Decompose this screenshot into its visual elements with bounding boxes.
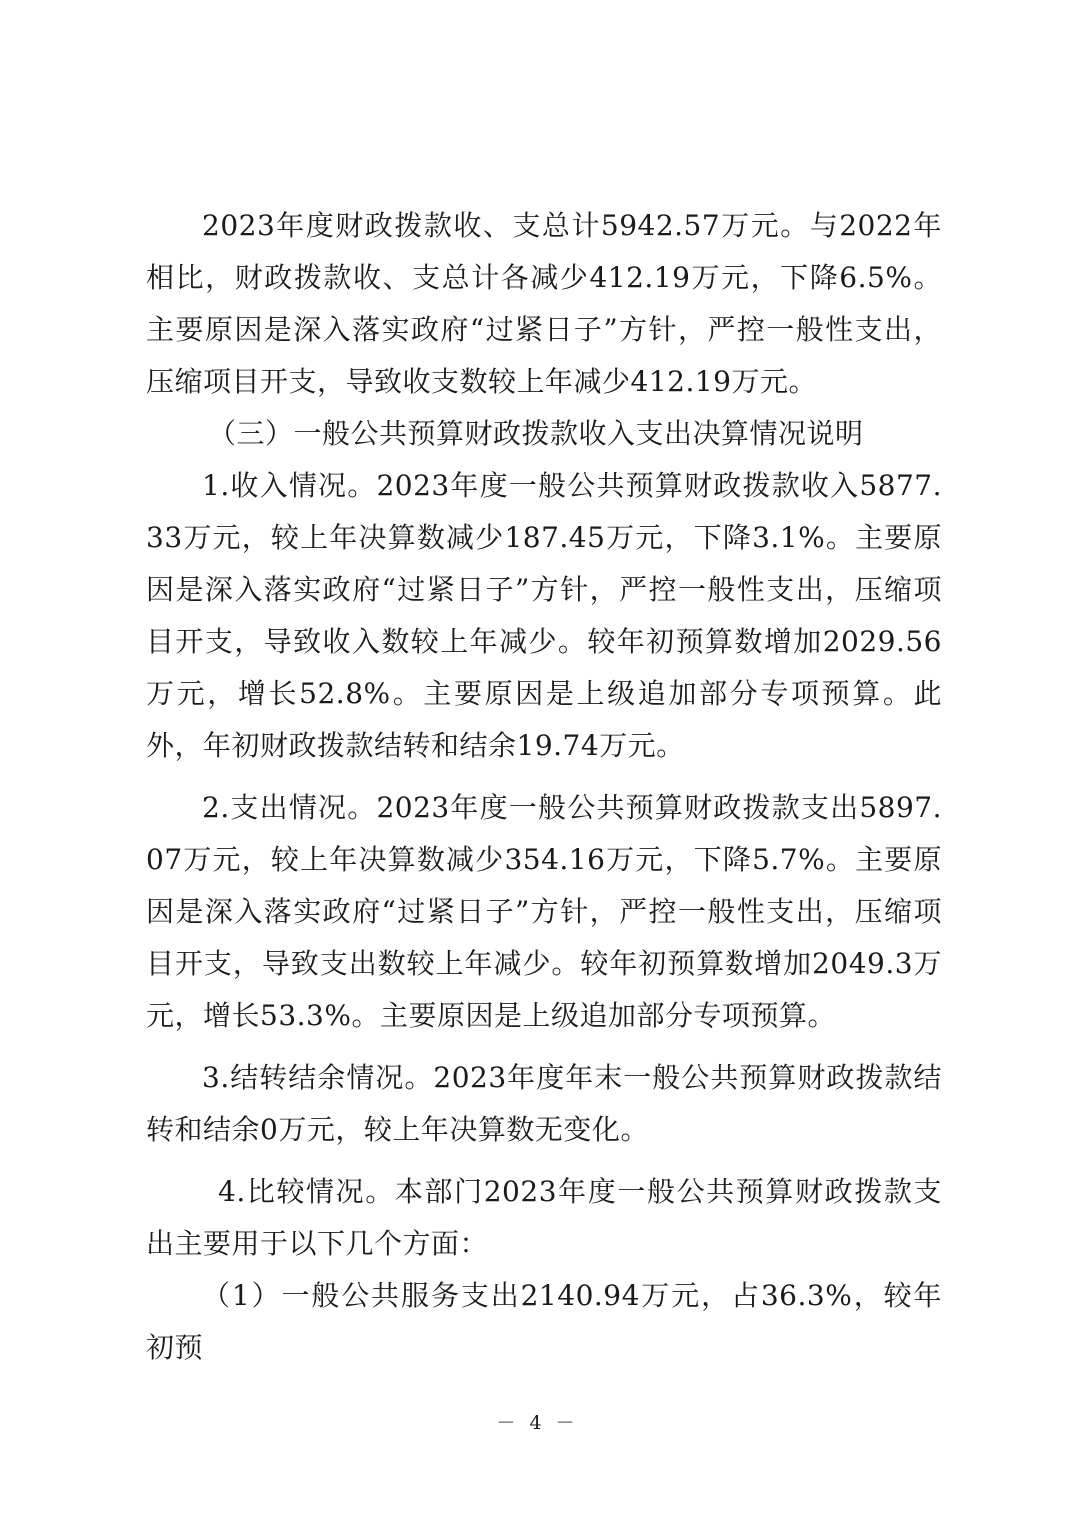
section-heading-general-budget: （三）一般公共预算财政拨款收入支出决算情况说明: [208, 417, 864, 450]
paragraph-income: 1.收入情况。2023年度一般公共预算财政拨款收入5877.33万元，较上年决算数减少187.45万元，下降3.1%。主要原因是深入落实政府“过紧日子”方针，严控一般性支出，压缩项目开支，导致收入数较上年减少。较年初预算数增加2029.56万元，增长52.8%。主要原因是上级追加部分专项预算。此外，年初财政拨款结转和结余19.74万元。: [146, 469, 942, 762]
document-body: [146, 200, 942, 1374]
paragraph-expenditure: 2.支出情况。2023年度一般公共预算财政拨款支出5897.07万元，较上年决算数减少354.16万元，下降5.7%。主要原因是深入落实政府“过紧日子”方针，严控一般性支出，压缩项目开支，导致支出数较上年减少。较年初预算数增加2049.3万元，增长53.3%。主要原因是上级追加部分专项预算。: [146, 791, 942, 1032]
paragraph-public-service: （1）一般公共服务支出2140.94万元，占36.3%，较年初预: [146, 1279, 942, 1364]
paragraph-carryover: 3.结转结余情况。2023年度年末一般公共预算财政拨款结转和结余0万元，较上年决算数无变化。: [146, 1061, 942, 1146]
page-number: － 4 －: [496, 1412, 579, 1434]
paragraph-comparison: 4.比较情况。本部门2023年度一般公共预算财政拨款支出主要用于以下几个方面：: [146, 1175, 942, 1260]
paragraph-total-appropriation: 2023年度财政拨款收、支总计5942.57万元。与2022年相比，财政拨款收、支总计各减少412.19万元，下降6.5%。主要原因是深入落实政府“过紧日子”方针，严控一般性支出，压缩项目开支，导致收支数较上年减少412.19万元。: [146, 209, 942, 398]
